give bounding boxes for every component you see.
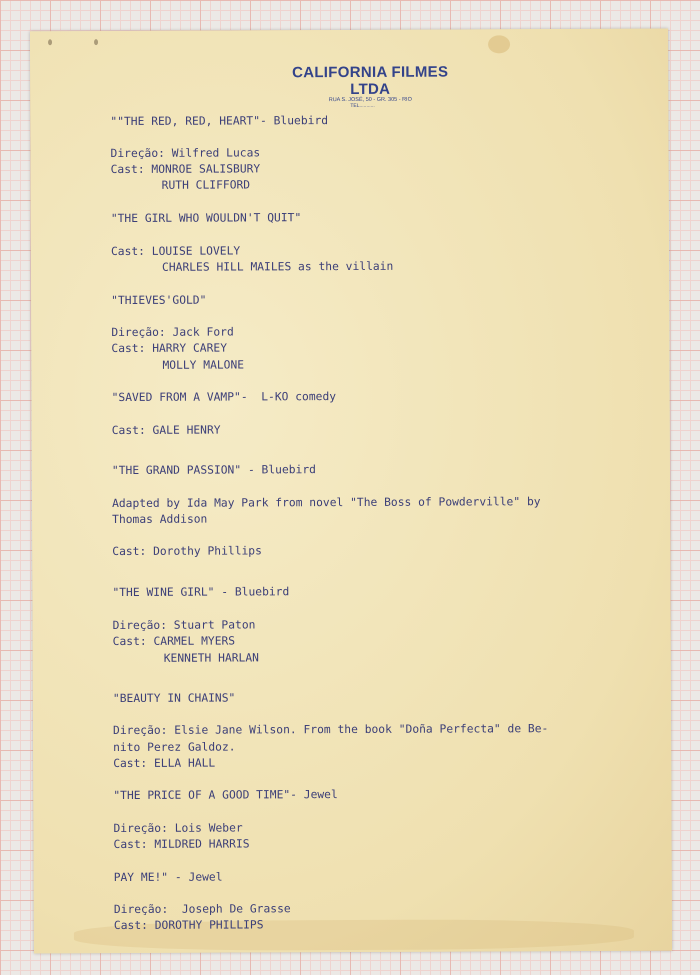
director-line: Direção: Wilfred Lucas [110, 146, 261, 161]
cast-line: Cast: GALE HENRY [111, 423, 221, 438]
cast-line: Cast: ELLA HALL [113, 756, 216, 771]
film-title: "BEAUTY IN CHAINS" [112, 691, 236, 706]
director-line: Direção: Stuart Paton [112, 618, 256, 633]
director-line: Direção: Lois Weber [113, 821, 243, 836]
company-tel: TEL........... [350, 102, 375, 109]
company-name: CALIFORNIA FILMES LTDA [292, 63, 449, 98]
typed-document-page [30, 29, 672, 954]
paper-stain [48, 39, 52, 45]
film-title: "THE PRICE OF A GOOD TIME"- Jewel [113, 788, 338, 803]
film-title: "THE WINE GIRL" - Bluebird [112, 585, 290, 600]
film-title: "THE GIRL WHO WOULDN'T QUIT" [110, 211, 302, 226]
director-line: Direção: Jack Ford [111, 325, 234, 340]
letterhead [280, 64, 460, 110]
director-line: Direção: Joseph De Grasse [113, 902, 291, 917]
cast-line: Cast: MILDRED HARRIS [113, 837, 250, 852]
cast-line: Cast: Dorothy Phillips [112, 544, 262, 559]
company-address: RUA S. JOSÉ, 50 - GR. 305 - RIO [328, 96, 412, 104]
cast-line: MOLLY MALONE [162, 358, 245, 372]
cast-line: KENNETH HARLAN [163, 651, 259, 665]
director-line: Direção: Elsie Jane Wilson. From the book "Doña Perfecta" de Be- [113, 722, 549, 738]
cast-line: Cast: LOUISE LOVELY [110, 244, 241, 259]
film-title: "THIEVES'GOLD" [111, 293, 207, 308]
cast-line: Cast: HARRY CAREY [111, 341, 228, 356]
film-title: ""THE RED, RED, HEART"- Bluebird [110, 114, 329, 129]
paper-stain [94, 39, 98, 45]
cast-line: Cast: MONROE SALISBURY [110, 162, 261, 177]
note-line: Adapted by Ida May Park from novel "The Boss of Powderville" by [112, 495, 541, 511]
cast-line: Cast: CARMEL MYERS [112, 634, 236, 649]
note-line: nito Perez Galdoz. [113, 740, 236, 755]
paper-stain [488, 35, 510, 53]
film-title: "SAVED FROM A VAMP"- L-KO comedy [111, 390, 337, 405]
film-title: "THE GRAND PASSION" - Bluebird [111, 463, 316, 478]
cast-line: Cast: DOROTHY PHILLIPS [113, 918, 264, 933]
cast-line: CHARLES HILL MAILES as the villain [161, 259, 394, 274]
film-title: PAY ME!" - Jewel [113, 870, 223, 885]
note-line: Thomas Addison [112, 512, 208, 527]
cast-line: RUTH CLIFFORD [161, 178, 251, 192]
